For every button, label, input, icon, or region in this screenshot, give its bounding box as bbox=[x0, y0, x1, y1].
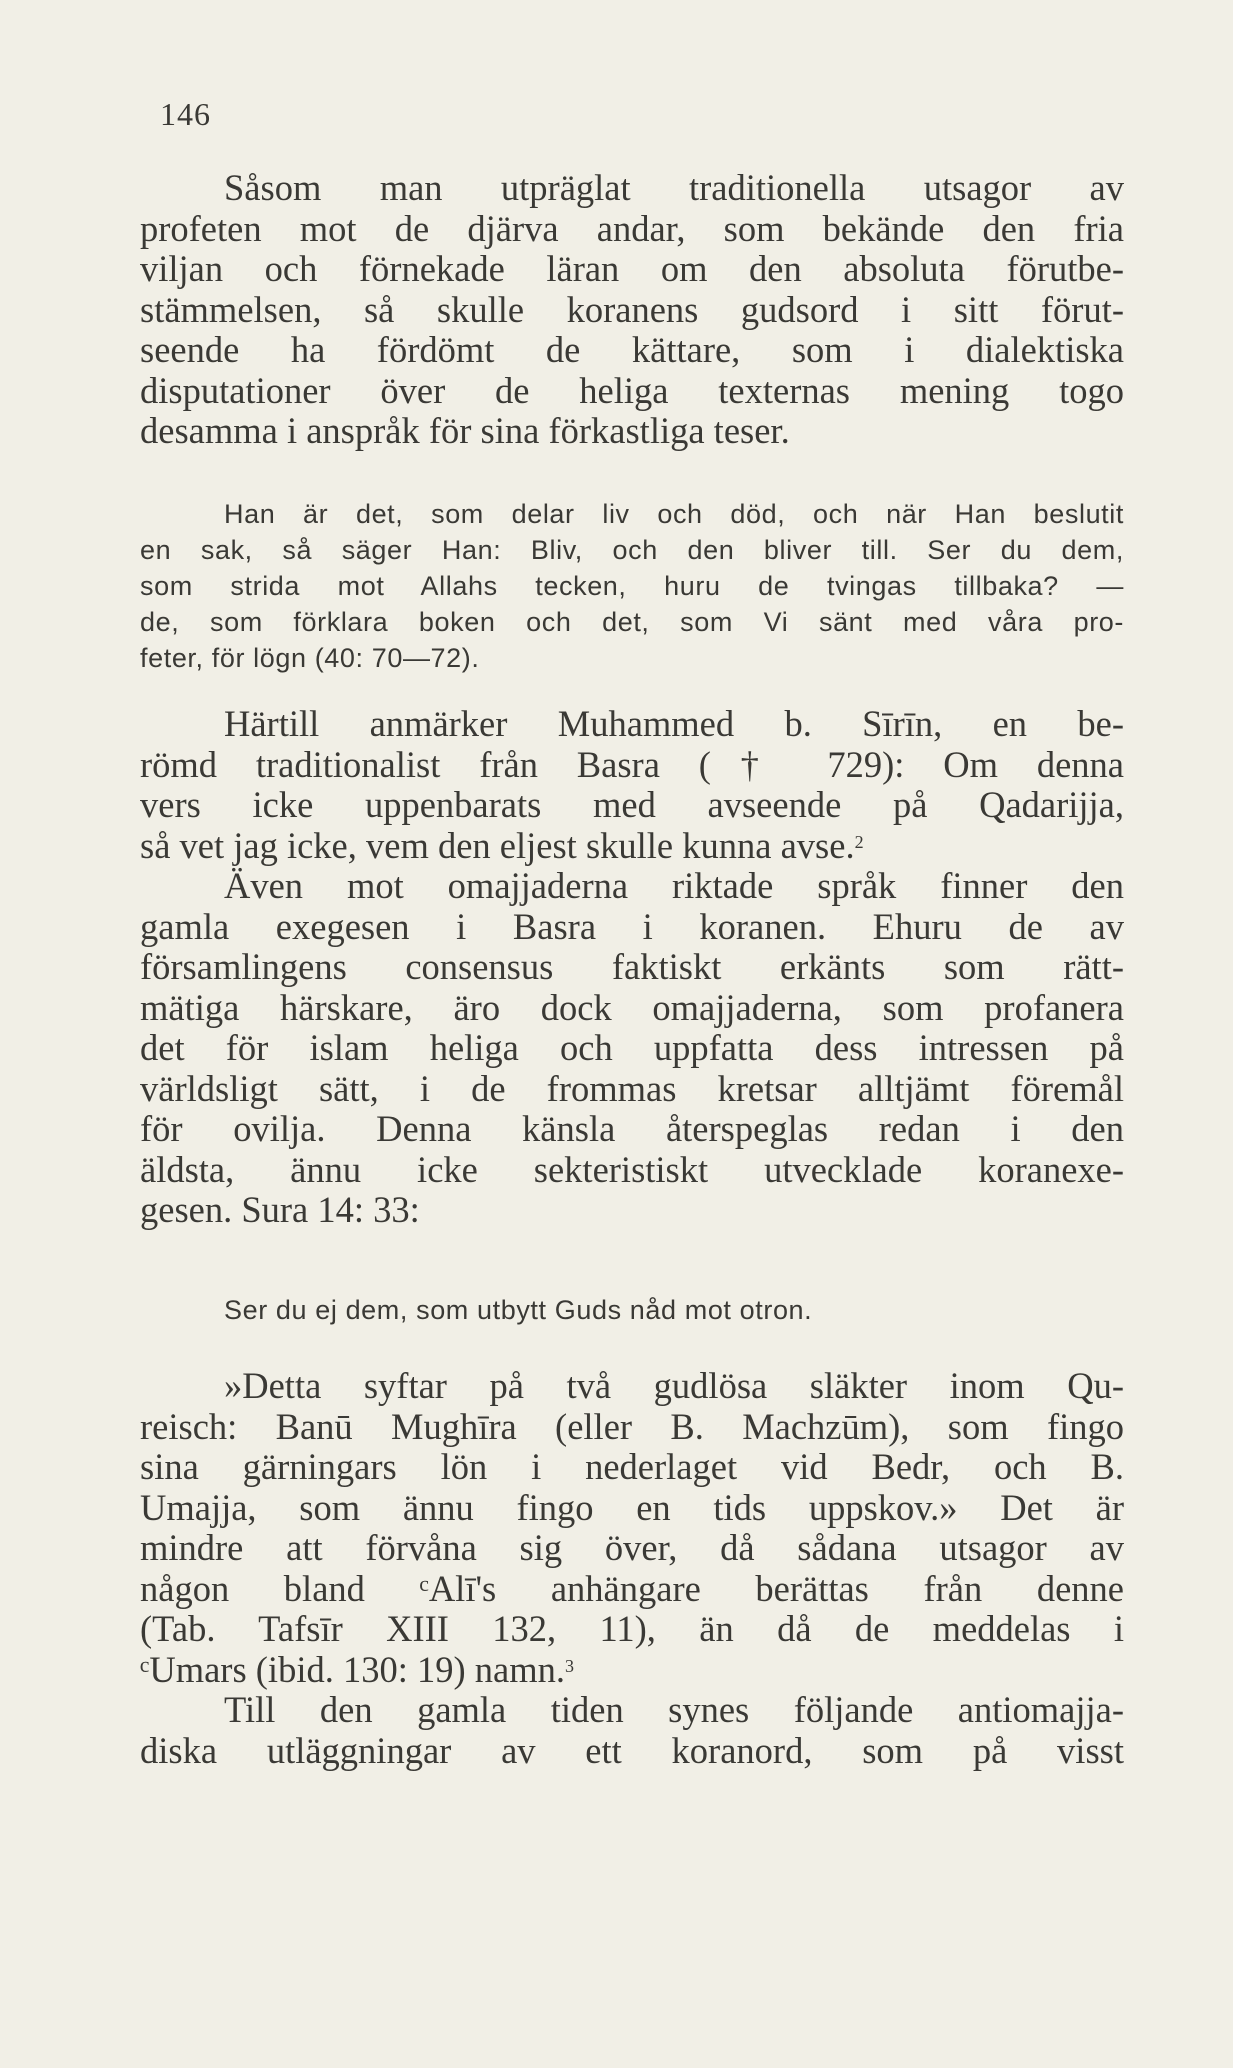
text-line: disputationer över de heliga texternas mening togo bbox=[140, 369, 1124, 411]
footnote-mark: 3 bbox=[564, 1655, 574, 1676]
text-line: reisch: Banū Mughīra (eller B. Machzūm), som fingo bbox=[140, 1405, 1124, 1447]
paragraph-1 bbox=[140, 168, 1124, 452]
quran-quote-1 bbox=[140, 496, 1124, 676]
quote-line: feter, för lögn (40: 70—72). bbox=[140, 643, 480, 673]
text-line: världsligt sätt, i de frommas kretsar alltjämt föremål bbox=[140, 1067, 1124, 1109]
text-line: äldsta, ännu icke sekteristiskt utvecklade koranexe- bbox=[140, 1148, 1124, 1190]
quran-quote-2 bbox=[140, 1292, 1124, 1328]
text-line: det för islam heliga och uppfatta dess intressen på bbox=[140, 1027, 1124, 1068]
text-line: gamla exegesen i Basra i koranen. Ehuru de av bbox=[140, 905, 1124, 947]
text-line: seende ha fördömt de kättare, som i dialektiska bbox=[140, 329, 1124, 370]
footnote-mark: 2 bbox=[854, 831, 864, 852]
paragraph-3 bbox=[140, 1366, 1124, 1771]
text-line bbox=[140, 826, 1124, 867]
text-line: diska utläggningar av ett koranord, som på visst bbox=[140, 1729, 1124, 1771]
text-line-content: ᶜUmars (ibid. 130: 19) namn. bbox=[140, 1648, 565, 1690]
text-line: profeten mot de djärva andar, som bekände den fria bbox=[140, 207, 1124, 249]
quote-line: Ser du ej dem, som utbytt Guds nåd mot otron. bbox=[224, 1295, 813, 1325]
paragraph-2 bbox=[140, 704, 1124, 1231]
quote-line: Han är det, som delar liv och död, och när Han beslutit bbox=[224, 499, 1124, 529]
text-line: desamma i anspråk för sina förkastliga teser. bbox=[140, 410, 790, 451]
text-line: för ovilja. Denna känsla återspeglas redan i den bbox=[140, 1108, 1124, 1149]
text-line: mindre att förvåna sig över, då sådana utsagor av bbox=[140, 1527, 1124, 1568]
quote-line: som strida mot Allahs tecken, huru de tvingas tillbaka? — bbox=[140, 571, 1124, 601]
quote-line: de, som förklara boken och det, som Vi sänt med våra pro- bbox=[140, 607, 1124, 637]
text-line: römd traditionalist från Basra († 729): Om denna bbox=[140, 743, 1124, 785]
quote-line: en sak, så säger Han: Bliv, och den bliver till. Ser du dem, bbox=[140, 535, 1124, 565]
text-line: någon bland ᶜAlī's anhängare berättas från denne bbox=[140, 1567, 1124, 1609]
text-line: (Tab. Tafsīr XIII 132, 11), än då de meddelas i bbox=[140, 1608, 1124, 1649]
text-line: Härtill anmärker Muhammed b. Sīrīn, en be- bbox=[224, 703, 1124, 744]
text-line: Till den gamla tiden synes följande antiomajja- bbox=[224, 1689, 1124, 1730]
text-line: viljan och förnekade läran om den absoluta förutbe- bbox=[140, 248, 1124, 289]
text-line: församlingens consensus faktiskt erkänts som rätt- bbox=[140, 946, 1124, 987]
text-line: sina gärningars lön i nederlaget vid Bedr, och B. bbox=[140, 1446, 1124, 1487]
page-number: 146 bbox=[160, 96, 211, 132]
text-line: gesen. Sura 14: 33: bbox=[140, 1189, 420, 1230]
text-line bbox=[140, 1650, 1124, 1691]
text-line: stämmelsen, så skulle koranens gudsord i sitt förut- bbox=[140, 288, 1124, 330]
text-line: »Detta syftar på två gudlösa släkter inom Qu- bbox=[224, 1365, 1124, 1406]
text-line: Umajja, som ännu fingo en tids uppskov.» Det är bbox=[140, 1486, 1124, 1528]
text-line: Såsom man utpräglat traditionella utsagor av bbox=[224, 167, 1124, 208]
text-line-content: så vet jag icke, vem den eljest skulle kunna avse. bbox=[140, 824, 855, 866]
text-line: vers icke uppenbarats med avseende på Qadarijja, bbox=[140, 784, 1124, 825]
text-line: Även mot omajjaderna riktade språk finner den bbox=[224, 865, 1124, 906]
text-line: mätiga härskare, äro dock omajjaderna, som profanera bbox=[140, 986, 1124, 1028]
